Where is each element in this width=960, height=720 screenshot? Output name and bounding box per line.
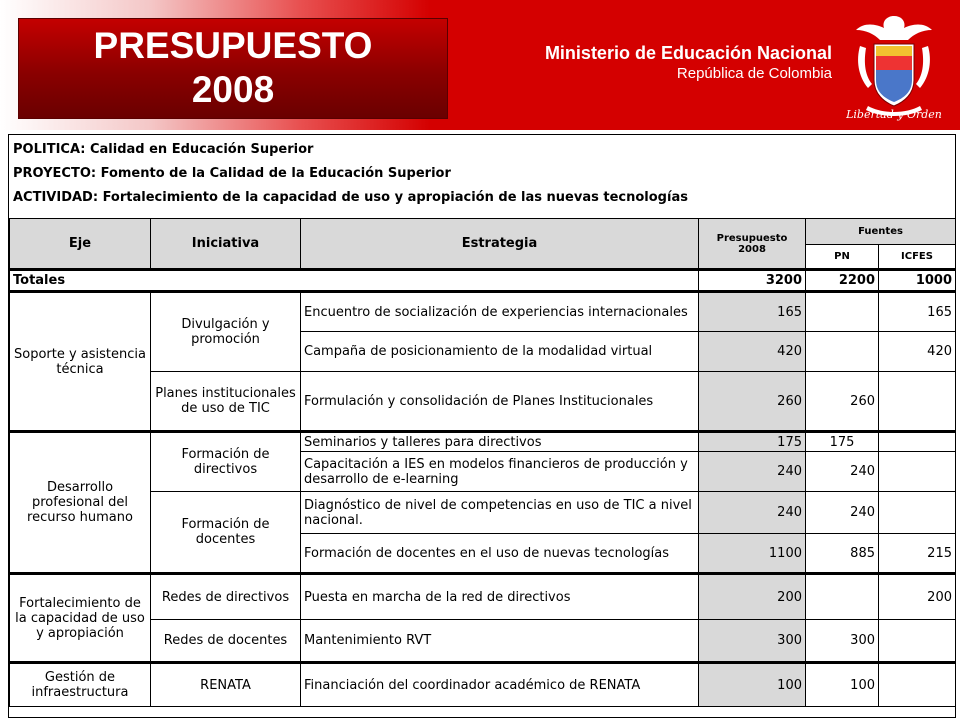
presupuesto-cell: 300: [699, 620, 806, 663]
seal-motto: Libertad y Orden: [846, 108, 942, 121]
presupuesto-cell: 165: [699, 292, 806, 332]
icfes-cell: 165: [879, 292, 956, 332]
estrategia-cell: Puesta en marcha de la red de directivos: [301, 574, 699, 620]
pn-cell: 885: [806, 534, 879, 574]
col-presupuesto: Presupuesto 2008: [699, 219, 806, 270]
icfes-cell: 215: [879, 534, 956, 574]
presupuesto-cell: 240: [699, 492, 806, 534]
col-eje: Eje: [10, 219, 151, 270]
estrategia-cell: Financiación del coordinador académico de RENATA: [301, 663, 699, 707]
col-estrategia: Estrategia: [301, 219, 699, 270]
proyecto-label: PROYECTO: Fomento de la Calidad de la Educación Superior: [13, 166, 451, 181]
pn-cell: 240: [806, 452, 879, 492]
presentation-title: [18, 18, 448, 119]
country-name: República de Colombia: [676, 65, 832, 82]
presupuesto-cell: 260: [699, 372, 806, 432]
icfes-cell: [879, 432, 956, 452]
totals-presupuesto: 3200: [699, 270, 806, 292]
presupuesto-cell: 200: [699, 574, 806, 620]
eje-cell: Fortalecimiento de la capacidad de uso y apropiación: [10, 574, 151, 663]
pn-cell: 240: [806, 492, 879, 534]
iniciativa-cell: Divulgación y promoción: [151, 292, 301, 372]
estrategia-cell: Seminarios y talleres para directivos: [301, 432, 699, 452]
pn-cell: 100: [806, 663, 879, 707]
pn-cell: [806, 574, 879, 620]
estrategia-cell: Encuentro de socialización de experiencias internacionales: [301, 292, 699, 332]
iniciativa-cell: Formación de directivos: [151, 432, 301, 492]
icfes-cell: 420: [879, 332, 956, 372]
budget-table: [9, 218, 956, 707]
title-line-1: PRESUPUESTO: [93, 25, 373, 66]
col-icfes: ICFES: [879, 245, 956, 270]
iniciativa-cell: Redes de directivos: [151, 574, 301, 620]
actividad-label: ACTIVIDAD: Fortalecimiento de la capacidad de uso y apropiación de las nuevas tecnologías: [13, 190, 688, 205]
ministry-block: [545, 42, 832, 84]
pn-cell: [806, 292, 879, 332]
presupuesto-cell: 175: [699, 432, 806, 452]
iniciativa-cell: RENATA: [151, 663, 301, 707]
presupuesto-cell: 100: [699, 663, 806, 707]
col-fuentes: Fuentes: [806, 219, 956, 245]
presupuesto-cell: 1100: [699, 534, 806, 574]
eje-cell: Desarrollo profesional del recurso humano: [10, 432, 151, 574]
ministry-name: Ministerio de Educación Nacional: [544, 43, 832, 63]
iniciativa-cell: Formación de docentes: [151, 492, 301, 574]
iniciativa-cell: Redes de docentes: [151, 620, 301, 663]
eje-cell: Soporte y asistencia técnica: [10, 292, 151, 432]
eje-cell: Gestión de infraestructura: [10, 663, 151, 707]
totals-label: Totales: [10, 270, 699, 292]
icfes-cell: [879, 372, 956, 432]
totals-icfes: 1000: [879, 270, 956, 292]
icfes-cell: [879, 492, 956, 534]
pn-cell: [806, 332, 879, 372]
estrategia-cell: Capacitación a IES en modelos financieros de producción y desarrollo de e-learning: [301, 452, 699, 492]
estrategia-cell: Formación de docentes en el uso de nuevas tecnologías: [301, 534, 699, 574]
icfes-cell: [879, 452, 956, 492]
pn-cell: 175: [806, 432, 879, 452]
politica-label: POLITICA: Calidad en Educación Superior: [13, 142, 314, 157]
col-pn: PN: [806, 245, 879, 270]
presupuesto-cell: 240: [699, 452, 806, 492]
pn-cell: 260: [806, 372, 879, 432]
presupuesto-cell: 420: [699, 332, 806, 372]
budget-sheet: [8, 134, 956, 718]
estrategia-cell: Diagnóstico de nivel de competencias en uso de TIC a nivel nacional.: [301, 492, 699, 534]
icfes-cell: [879, 620, 956, 663]
icfes-cell: 200: [879, 574, 956, 620]
iniciativa-cell: Planes institucionales de uso de TIC: [151, 372, 301, 432]
totals-pn: 2200: [806, 270, 879, 292]
icfes-cell: [879, 663, 956, 707]
col-iniciativa: Iniciativa: [151, 219, 301, 270]
estrategia-cell: Mantenimiento RVT: [301, 620, 699, 663]
title-line-2: 2008: [191, 69, 275, 110]
estrategia-cell: Campaña de posicionamiento de la modalidad virtual: [301, 332, 699, 372]
estrategia-cell: Formulación y consolidación de Planes Institucionales: [301, 372, 699, 432]
pn-cell: 300: [806, 620, 879, 663]
